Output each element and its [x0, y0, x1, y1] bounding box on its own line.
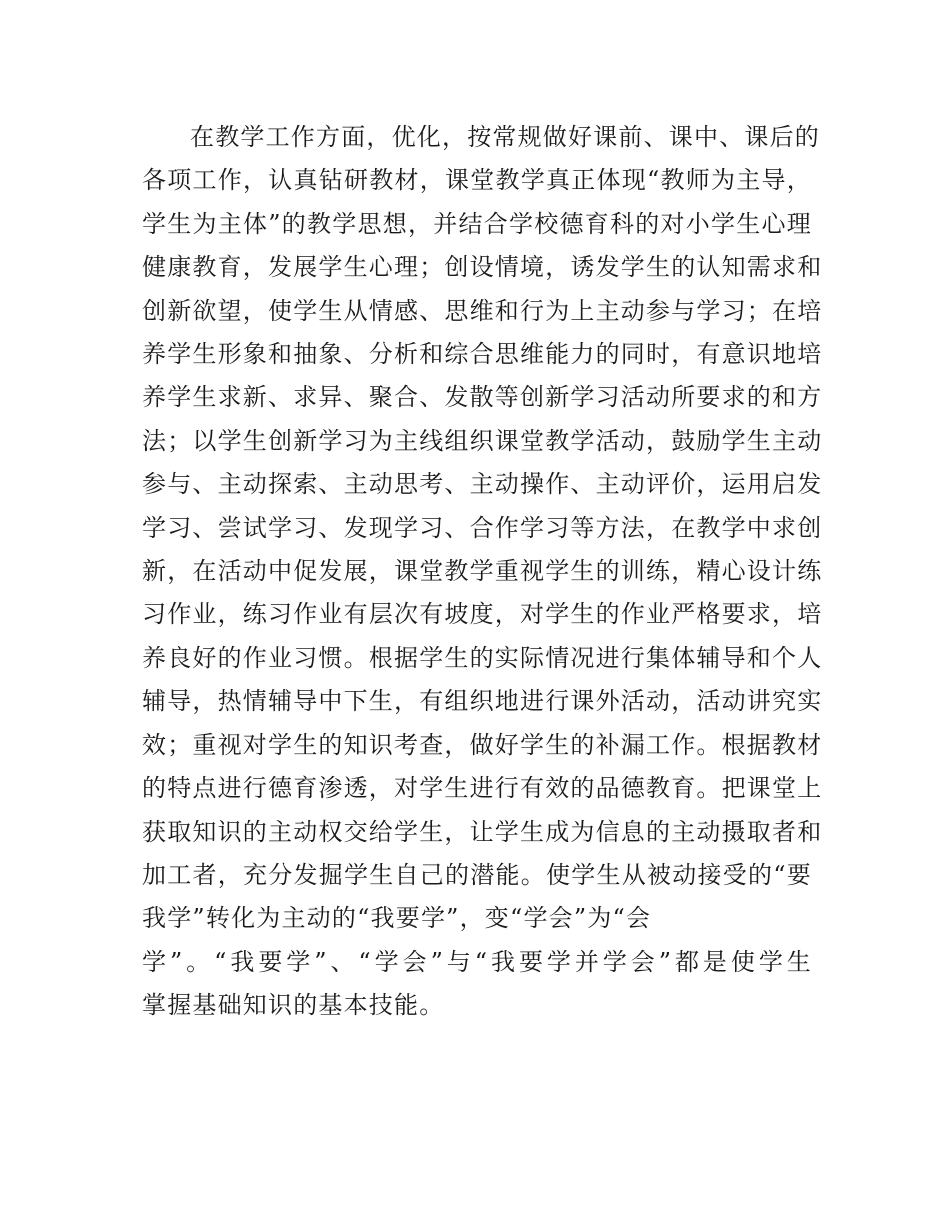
text-line: 养学生形象和抽象、分析和综合思维能力的同时，有意识地培 — [142, 340, 823, 369]
text-line: 获取知识的主动权交给学生，让学生成为信息的主动摄取者和 — [142, 817, 823, 846]
text-line: 加工者，充分发掘学生自己的潜能。使学生从被动接受的“要 — [142, 860, 812, 889]
text-line: 效；重视对学生的知识考查，做好学生的补漏工作。根据教材 — [142, 730, 823, 759]
text-line: 各项工作，认真钻研教材，课堂教学真正体现“教师为主导， — [142, 166, 812, 195]
text-line: 辅导，热情辅导中下生，有组织地进行课外活动，活动讲究实 — [142, 687, 823, 716]
text-line: 参与、主动探索、主动思考、主动操作、主动评价，运用启发 — [142, 470, 823, 499]
text-line: 学”。“我要学”、“学会”与“我要学并学会”都是使学生 — [142, 947, 812, 976]
text-line: 学生为主体”的教学思想，并结合学校德育科的对小学生心理 — [142, 209, 812, 238]
text-line: 习作业，练习作业有层次有坡度，对学生的作业严格要求，培 — [142, 600, 823, 629]
text-line: 法；以学生创新学习为主线组织课堂教学活动，鼓励学生主动 — [142, 426, 823, 455]
text-line: 的特点进行德育渗透，对学生进行有效的品德教育。把课堂上 — [142, 774, 823, 803]
text-line: 养良好的作业习惯。根据学生的实际情况进行集体辅导和个人 — [142, 643, 823, 672]
text-line: 我学”转化为主动的“我要学”，变“学会”为“会 — [142, 904, 652, 933]
text-line: 养学生求新、求异、聚合、发散等创新学习活动所要求的和方 — [142, 383, 823, 412]
text-line: 掌握基础知识的基本技能。 — [142, 991, 445, 1020]
text-line: 新，在活动中促发展，课堂教学重视学生的训练，精心设计练 — [142, 557, 823, 586]
text-line: 在教学工作方面，优化，按常规做好课前、课中、课后的 — [190, 123, 820, 151]
text-line: 学习、尝试学习、发现学习、合作学习等方法，在教学中求创 — [142, 513, 823, 542]
text-line: 健康教育，发展学生心理；创设情境，诱发学生的认知需求和 — [142, 253, 823, 282]
text-line: 创新欲望，使学生从情感、思维和行为上主动参与学习；在培 — [142, 296, 823, 325]
body-paragraph — [142, 116, 823, 1028]
